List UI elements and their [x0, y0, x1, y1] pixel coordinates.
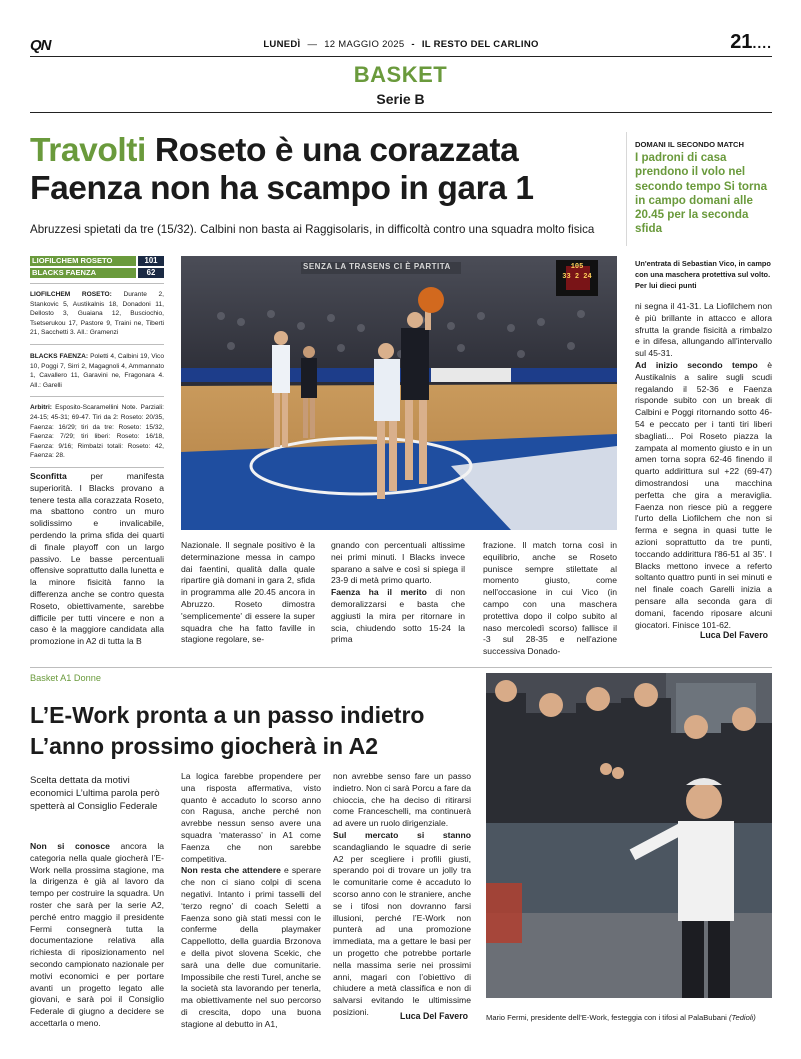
- article2-headline-line2: L’anno prossimo giocherà in A2: [30, 733, 379, 759]
- masthead-dateline: [30, 39, 772, 50]
- box-rule-2: [30, 344, 164, 345]
- article2-caption-credit: (Tedioli): [729, 1013, 756, 1022]
- article2-col1-text: ancora la categoria nella quale giocherà l’E-Work nella prossima stagione, ma la dirigenza è già al lavoro da tempo per costruire la squadra. Un roster che sarà per la serie A2, perché entro maggio il presidente Fermi consegnerà tutta la documentazione relativa alla richiesta di riposizionamento nel secondo campionato nazionale per motivi economici e per portare avanti un progetto legato alle giovani, e sarà poi il Consiglio Federale di giugno a decidere se accettarla o meno.: [30, 841, 165, 1028]
- article1-col1: [30, 471, 164, 648]
- page-number-value: 21: [730, 31, 753, 53]
- masthead-sep: —: [307, 39, 318, 50]
- article1-col3: [331, 540, 465, 646]
- side-highlight: I padroni di casa prendono il volo nel secondo tempo Si torna in campo domani alle 20.45 per la seconda sfida: [635, 151, 768, 236]
- page-number-dots: ....: [752, 35, 772, 51]
- article2-caption-main: Mario Fermi, presidente dell’E-Work, festeggia con i tifosi al PalaBubani: [486, 1013, 727, 1022]
- box-rule-4: [30, 467, 164, 468]
- sidebar-divider: [626, 132, 627, 246]
- article1-col1-lead: Sconfitta: [30, 471, 67, 481]
- article1-col1-text: per manifesta superiorità. I Blacks provano a tenere testa alla corazzata Roseto, ma sbattono contro un muro solidissimo e invalicabile, perdendo la prima sfida dei quarti di finale playoff con un largo passivo. Le basse percentuali offensive soprattutto dalla lunetta e la minore fisicità fanno la differenza anche se contro questa Roseto, obiettivamente, sarebbe difficile per tutti vincere e non a caso è la maggiore candidata alla promozione in A2 di tutta la B: [30, 471, 164, 647]
- article1-col2: Nazionale. Il segnale positivo è la determinazione messa in campo dai faentini, qualità dalla quale ripartire già domani in gara 2, sfida in programma alle 20.45 ancora in Abruzzo. Roseto dimostra 'semplicemente' di essere la super squadra che ha fatto faville in stagione regolare, se-: [181, 540, 315, 645]
- article2-rule: [30, 667, 772, 668]
- article1-byline: Luca Del Favero: [700, 630, 768, 640]
- article2-deck: Scelta dettata da motivi economici L’ultima parola però spetterà al Consiglio Federale: [30, 775, 160, 812]
- scoreboard-top: 105: [570, 263, 584, 271]
- headline-rest: Roseto è una corazzata: [154, 132, 519, 169]
- article2-col2-text-b: e sperare che non ci siano colpi di scena negativi. Intanto i primi tasselli del ‘terzo regno’ di coach Seletti a Faenza sono già stati messi con le conferme della playmaker Cappellotto, della guardia Brzonova e della pivot slovena Scekic, che sarà una delle due comunitarie. Impossibile che resti Turel, anche se la società sta lavorando per tenerla, ma obiettivamente nel suo percorso di crescita, dopo una buona stagione al debutto in A1,: [181, 865, 322, 1029]
- article1-col5-lead: Ad inizio secondo tempo: [635, 359, 758, 370]
- article2-col1: [30, 841, 164, 1030]
- article2-col2-text-a: La logica farebbe propendere per una risposta affermativa, visto quanto è accaduto lo scorso anno con Ragusa, anche perché non avrebbe nessun senso avere una squadra ‘materasso’ in A1 come Faenza che non sarebbe competitiva.: [181, 771, 321, 864]
- lineup-home: [30, 290, 164, 338]
- section-title: BASKET: [353, 62, 448, 87]
- article2-col2-lead: Non resta che attendere: [181, 865, 281, 876]
- article2-caption: [486, 1013, 772, 1022]
- score-row-away: [30, 268, 164, 278]
- article2-col2: [181, 771, 321, 1031]
- masthead: [30, 31, 772, 54]
- referees-text: Esposito-Scaramellini Note. Parziali: 24-15; 45-31; 69-47. Tiri da 2: Roseto: 20/35, Faenza: 16/29; tiri da tre: Roseto: 15/32, Faenza: 7/29; tiri liberi: Roseto: 16/18, Faenza: 9/16; Rimbalzi totali: Roseto: 42, Faenza: 28.: [30, 404, 164, 460]
- side-kicker: DOMANI IL SECONDO MATCH: [635, 140, 744, 149]
- article1-headline-line2: Faenza non ha scampo in gara 1: [30, 170, 534, 207]
- box-rule-3: [30, 396, 164, 397]
- masthead-rule: [30, 56, 772, 57]
- article1-col3-lead: Faenza ha il merito: [331, 587, 427, 598]
- article1-headline: [30, 132, 630, 208]
- photo-scoreboard: [558, 262, 596, 282]
- section-subtitle: Serie B: [376, 91, 425, 107]
- article1-col3-text-a: gnando con percentuali altissime nei primi minuti. I Blacks invece sparano a salve e così si spiega il 23-9 di metà primo quarto.: [331, 540, 465, 586]
- article2-col1-lead: Non si conosce: [30, 841, 110, 851]
- basketball: [418, 287, 444, 313]
- masthead-paper: IL RESTO DEL CARLINO: [421, 39, 539, 50]
- masthead-date: 12 MAGGIO 2025: [324, 39, 405, 50]
- score-team-home: LIOFILCHEM ROSETO: [30, 256, 136, 266]
- article1-col5-text-b: è Austikalnis a salire sugli scudi regalando il 52-36 e Faenza risponde subito con un break di Calbini e Poggi ritornando sotto 46-54 e peccato per i tanti tiri liberi sbagliati... Poi Roseto piazza la zampata al momento giusto e in un amen torna sopra 62-46 finendo il quarto addirittura sul +22 (69-47) dimostrandosi una macchina perfetta che gira a meraviglia. Faenza non riesce più a reggere l'urto della Liofilchem che non si ferma e segna in quasi tutte le azioni soprattutto da tre punti, toccando addirittura l'86-51 al 35'. I Blacks mettono invece a referto soltanto quattro punti in sei minuti e nel finale coach Garelli inizia a pensare alla seconda gara di domani, facendo riposare alcuni giocatori. Finisce 101-62.: [635, 359, 772, 630]
- article2-col3-lead: Sul mercato si stanno: [333, 829, 471, 840]
- referees-notes: [30, 403, 164, 461]
- article1-deck: Abruzzesi spietati da tre (15/32). Calbini non basta ai Raggisolaris, in difficoltà contro una squadra molto fisica: [30, 223, 595, 236]
- photo-basketball-scene: [181, 256, 617, 530]
- page-number: [730, 31, 772, 54]
- score-box: [30, 256, 164, 468]
- masthead-sep2: -: [411, 39, 415, 50]
- article1-col5: [635, 301, 772, 631]
- article1-headline-line1: [30, 132, 630, 170]
- article1-col4: frazione. Il match torna così in equilibrio, anche se Roseto punisce sempre stilettate al momento giusto, come nell'occasione in cui Vico (in campo con una maschera protettiva dopo il colpo subito al naso mercoledì scorso) fallisce il -3 sul 28-35 e nell'azione successiva Donado-: [483, 540, 617, 657]
- photo-caption: Un'entrata di Sebastian Vico, in campo con una maschera protettiva sul volto. Per lui dieci punti: [635, 259, 771, 291]
- article2-headline: [30, 700, 480, 762]
- lineup-away: [30, 352, 164, 390]
- lineup-away-label: BLACKS FAENZA:: [30, 352, 89, 360]
- photo-banner: SENZA LA TRASENS CI È PARTITA: [303, 262, 451, 271]
- article1-col3-text-b: di non demoralizzarsi e basta che aggiusti la mira per ritornare in scia, chiudendo sotto 15-24 la prima: [331, 587, 465, 645]
- qn-logo: QN: [30, 37, 51, 54]
- referees-label: Arbitri:: [30, 404, 52, 412]
- lineup-away-text: Poletti 4, Calbini 19, Vico 10, Poggi 7, Sirri 2, Magagnoli 4, Ammannato 1, Cavallero 11, Garavini ne, Fragonara 4. All.: Garelli: [30, 352, 164, 389]
- box-rule-1: [30, 283, 164, 284]
- article2-kicker: Basket A1 Donne: [30, 673, 101, 683]
- article2-col3-text-a: non avrebbe senso fare un passo indietro. Non ci sarà Porcu a fare da chioccia, che ha deciso di ritirarsi come Franceschelli, ma continuerà ad avere un ruolo dirigenziale.: [333, 771, 471, 829]
- score-row-home: [30, 256, 164, 266]
- article2-byline: Luca Del Favero: [400, 1011, 468, 1021]
- masthead-day: LUNEDÌ: [263, 39, 301, 50]
- section-rule: [30, 112, 772, 113]
- article2-headline-line1: L’E-Work pronta a un passo indietro: [30, 702, 425, 728]
- article2-col3: [333, 771, 471, 1019]
- score-team-away: BLACKS FAENZA: [30, 268, 136, 278]
- article1-col5-text-a: ni segna il 41-31. La Liofilchem non è più brillante in attacco e allora sfrutta la grande fisicità a rimbalzo e in difesa, allungando all'intervallo sul 45-31.: [635, 301, 772, 359]
- score-value-away: 62: [138, 268, 164, 278]
- photo-celebration-scene: [486, 673, 772, 998]
- photo-celebration: [486, 673, 772, 998]
- lineup-home-label: LIOFILCHEM ROSETO:: [30, 291, 112, 298]
- headline-keyword: Travolti: [30, 132, 146, 169]
- scoreboard-bottom: 33 2 24: [562, 273, 592, 281]
- score-value-home: 101: [138, 256, 164, 266]
- article2-col3-text-b: scandagliando le squadre di serie A2 per scegliere i profili giusti, sperando poi di trovare un jolly tra le comunitarie come è accaduto lo scorso anno con le straniere, anche se i tifosi non dovranno farsi illusioni, perché l’E-Work non punterà ad una promozione immediata, ma a gettare le basi per un progetto che potrebbe portarle nella massima serie nei prossimi anni, magari con l’obiettivo di chiudere a metà classifica e non di salvarsi evitando le ultimissime posizioni.: [333, 841, 471, 1017]
- photo-basketball: [181, 256, 617, 530]
- lineup-home-text: Durante 2, Stankovic 5, Austikalnis 18, Donadoni 11, Dellosto 3, Guaiana 12, Busciochio, Tsetserukou 17, Pastore 9, Traini ne, Tiberti 21, Sacchetti 3. All.: Gramenzi: [30, 291, 164, 337]
